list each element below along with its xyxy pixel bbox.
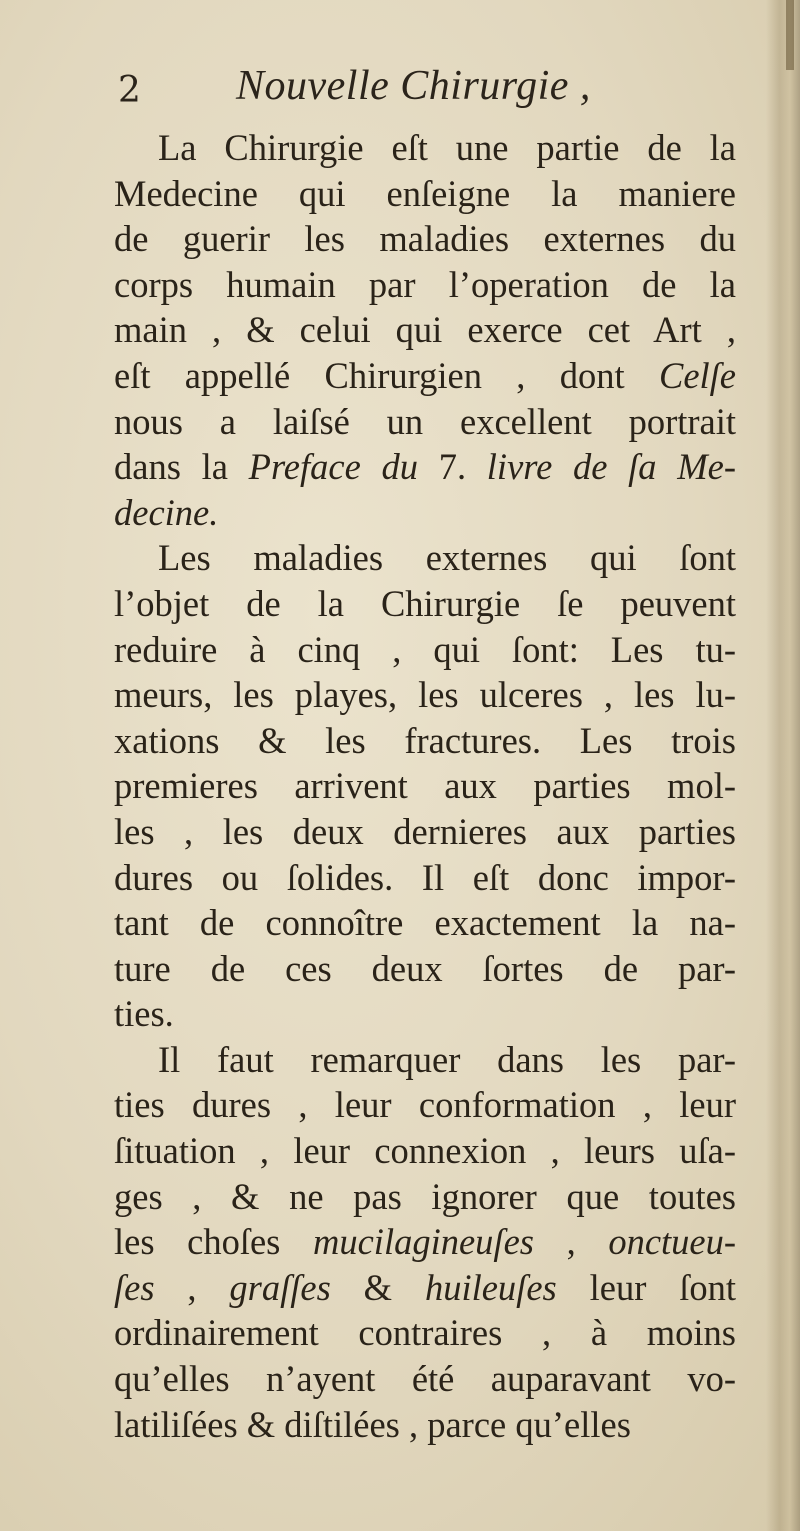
italic-text: livre de ſa Me-	[486, 446, 737, 488]
italic-text: ſes	[114, 1266, 155, 1308]
paragraph	[114, 1037, 736, 1447]
text-segment: leur ſont	[556, 1266, 736, 1308]
text-line	[114, 535, 736, 581]
italic-text: mucilagineuſes	[313, 1221, 534, 1263]
text-segment: ges , & ne pas ignorer que toutes	[114, 1175, 736, 1217]
text-line	[114, 581, 736, 627]
text-line	[114, 855, 736, 901]
text-segment: meurs, les playes, les ulceres , les lu-	[114, 674, 736, 716]
text-segment: reduire à cinq , qui ſont: Les tu-	[114, 628, 736, 670]
text-segment: xations & les fractures. Les trois	[114, 719, 736, 761]
text-segment: les choſes	[114, 1221, 313, 1263]
text-line	[114, 1310, 736, 1356]
text-line	[114, 1174, 736, 1220]
text-line	[114, 991, 736, 1037]
text-segment: premieres arrivent aux parties mol-	[114, 765, 736, 807]
text-segment: Les maladies externes qui ſont	[158, 537, 736, 579]
text-line	[114, 627, 736, 673]
page-number: 2	[118, 70, 141, 111]
text-line	[114, 1402, 736, 1448]
text-segment: eſt appellé Chirurgien , dont	[114, 354, 659, 396]
text-line	[114, 262, 736, 308]
text-line	[114, 1037, 736, 1083]
text-line	[114, 216, 736, 262]
text-line	[114, 809, 736, 855]
running-title: Nouvelle Chirurgie ,	[236, 63, 591, 109]
text-segment: ture de ces deux ſortes de par-	[114, 947, 736, 989]
paragraph	[114, 535, 736, 1037]
text-line	[114, 1219, 736, 1265]
text-line	[114, 125, 736, 171]
text-segment: corps humain par l’operation de la	[114, 263, 736, 305]
text-segment: qu’elles n’ayent été auparavant vo-	[114, 1358, 736, 1400]
text-segment: de guerir les maladies externes du	[114, 218, 736, 260]
italic-text: Celſe	[658, 354, 736, 396]
page-header	[118, 62, 718, 122]
italic-text: huileuſes	[424, 1266, 557, 1308]
text-segment: La Chirurgie eſt une partie de la	[158, 127, 736, 168]
text-segment: tant de connoître exactement la na-	[114, 902, 736, 944]
page-edge	[766, 0, 800, 1531]
text-segment: les , les deux dernieres aux parties	[114, 810, 736, 852]
text-segment: l’objet de la Chirurgie ſe peuvent	[114, 582, 736, 624]
text-segment: &	[330, 1266, 425, 1308]
text-segment: ,	[533, 1221, 609, 1263]
text-segment: ordinairement contraires , à moins	[114, 1312, 736, 1354]
text-line	[114, 1128, 736, 1174]
text-line	[114, 672, 736, 718]
text-segment: latiliſées & diſtilées , parce qu’elles	[114, 1403, 631, 1445]
text-segment: dures ou ſolides. Il eſt donc impor-	[114, 856, 736, 898]
italic-text: decine.	[114, 491, 219, 533]
text-segment: ſituation , leur connexion , leurs uſa-	[114, 1130, 736, 1172]
text-segment: main , & celui qui exerce cet Art ,	[114, 309, 736, 351]
text-line	[114, 763, 736, 809]
text-segment: Medecine qui enſeigne la maniere	[114, 172, 736, 214]
italic-text: onctueu-	[608, 1221, 737, 1263]
binding-mark	[786, 0, 794, 70]
text-line	[114, 900, 736, 946]
text-segment: nous a laiſsé un excellent portrait	[114, 400, 736, 442]
body-text	[114, 125, 736, 1447]
paragraph	[114, 125, 736, 535]
text-line	[114, 307, 736, 353]
text-segment: ,	[154, 1266, 230, 1308]
text-segment: 7.	[418, 446, 487, 488]
text-line	[114, 444, 736, 490]
text-line	[114, 1356, 736, 1402]
text-line	[114, 946, 736, 992]
text-segment: ties.	[114, 993, 174, 1035]
text-segment: dans la	[114, 446, 249, 488]
text-line	[114, 399, 736, 445]
italic-text: Preface du	[248, 446, 418, 488]
text-line	[114, 1082, 736, 1128]
text-line	[114, 171, 736, 217]
text-segment: Il faut remarquer dans les par-	[158, 1038, 736, 1080]
text-line	[114, 1265, 736, 1311]
text-line	[114, 490, 736, 536]
italic-text: graſſes	[229, 1266, 331, 1308]
text-line	[114, 353, 736, 399]
text-segment: ties dures , leur conformation , leur	[114, 1084, 736, 1126]
text-line	[114, 718, 736, 764]
